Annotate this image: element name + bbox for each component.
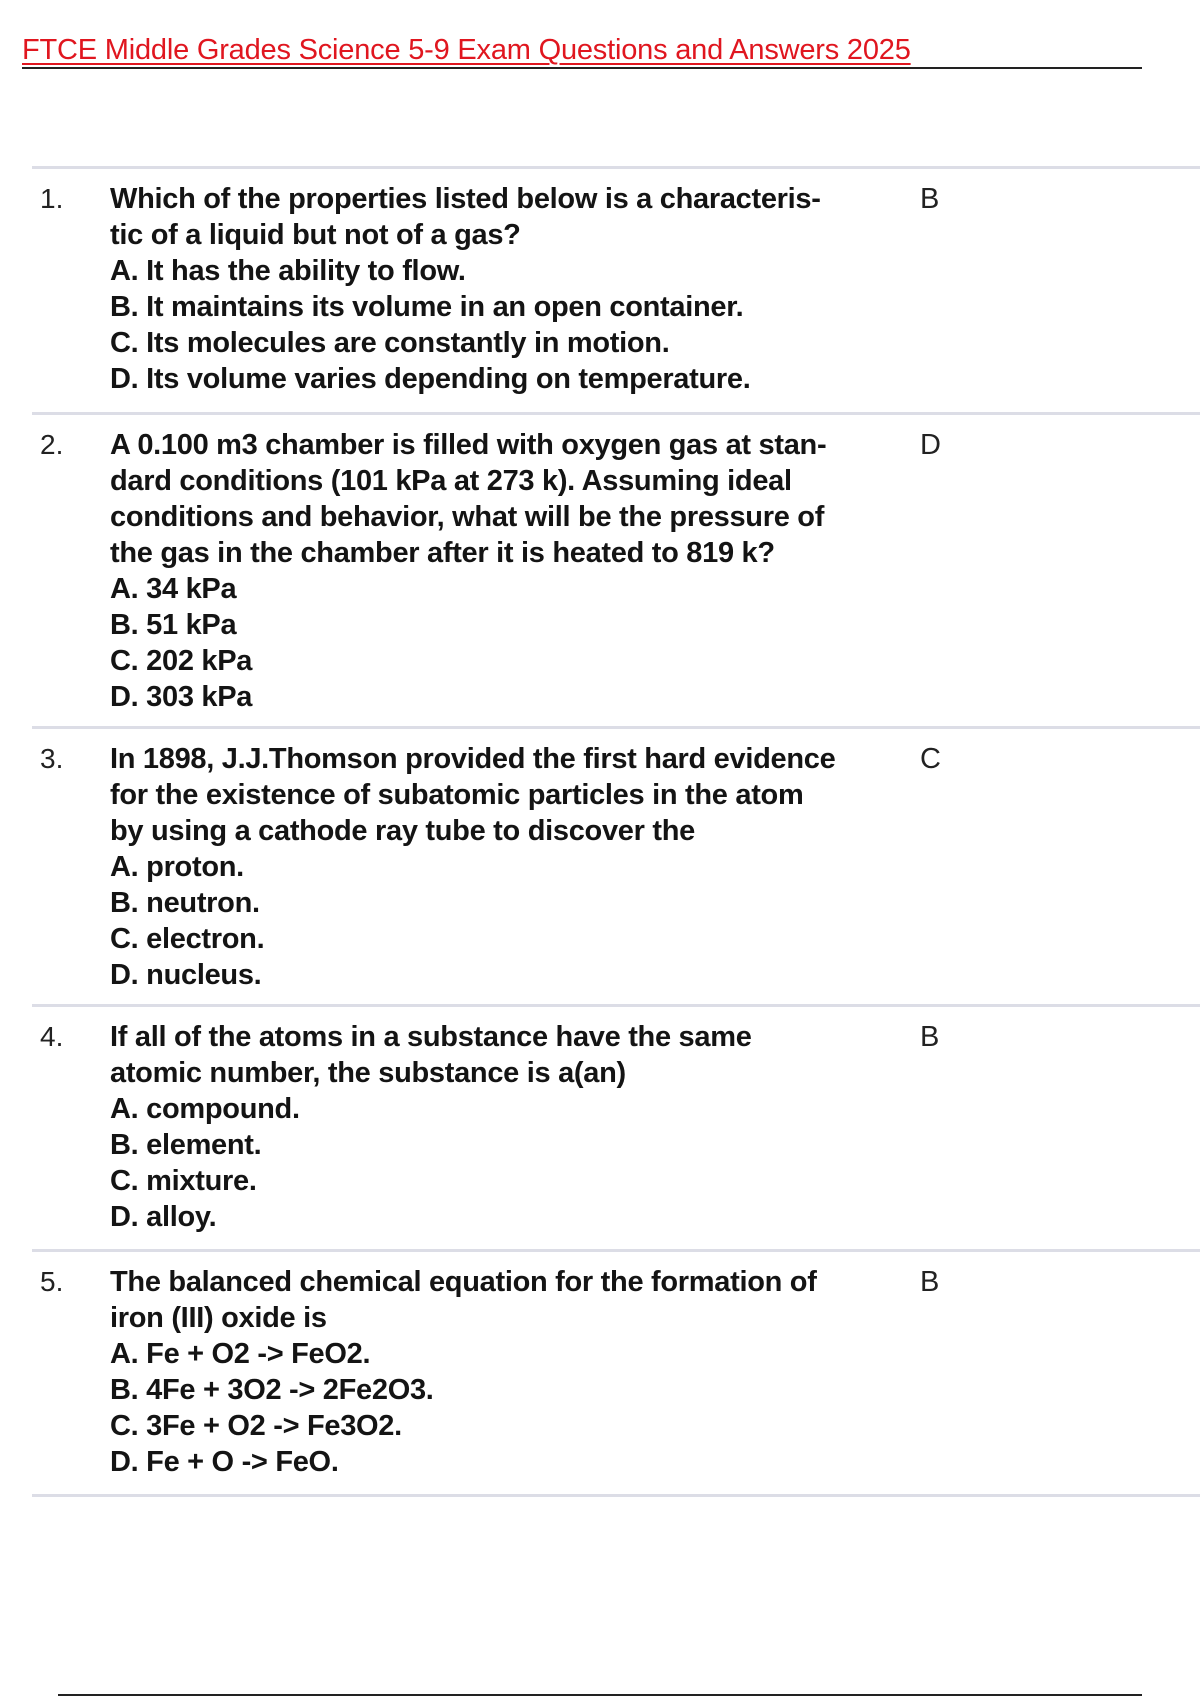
- question-row-3: [32, 726, 1200, 1004]
- answer-option-b: B. It maintains its volume in an open container.: [110, 291, 744, 323]
- question-line: conditions and behavior, what will be the pressure of: [110, 501, 825, 533]
- answer-option-d: D. Its volume varies depending on temperature.: [110, 363, 751, 395]
- question-line: Which of the properties listed below is a characteris-: [110, 183, 821, 215]
- question-line: The balanced chemical equation for the formation of: [110, 1266, 817, 1298]
- answer-option-c: C. 3Fe + O2 -> Fe3O2.: [110, 1410, 402, 1442]
- answer-option-d: D. 303 kPa: [110, 681, 253, 713]
- question-number: 4.: [40, 1021, 64, 1052]
- answer-option-b: B. element.: [110, 1129, 262, 1161]
- answer-option-a: A. 34 kPa: [110, 573, 237, 605]
- answer-option-a: A. It has the ability to flow.: [110, 255, 466, 287]
- question-text: [110, 427, 920, 715]
- question-number: 2.: [40, 429, 64, 460]
- question-answer-table: [32, 166, 1200, 1497]
- answer-option-b: B. 4Fe + 3O2 -> 2Fe2O3.: [110, 1374, 434, 1406]
- document-header: [22, 30, 1142, 70]
- answer-option-d: D. Fe + O -> FeO.: [110, 1446, 339, 1478]
- title-underline-rule: [22, 67, 1142, 69]
- question-number: 5.: [40, 1266, 64, 1297]
- answer-option-d: D. nucleus.: [110, 959, 262, 991]
- question-row-1: [32, 166, 1200, 412]
- answer-option-a: A. compound.: [110, 1093, 300, 1125]
- question-text: [110, 741, 920, 993]
- correct-answer: B: [920, 1266, 940, 1298]
- answer-option-a: A. proton.: [110, 851, 244, 883]
- question-text: [110, 1019, 920, 1235]
- answer-option-c: C. electron.: [110, 923, 265, 955]
- question-line: by using a cathode ray tube to discover the: [110, 815, 695, 847]
- question-text: [110, 181, 920, 397]
- question-number: 1.: [40, 183, 64, 214]
- answer-option-d: D. alloy.: [110, 1201, 217, 1233]
- question-line: dard conditions (101 kPa at 273 k). Assuming ideal: [110, 465, 792, 497]
- footer-rule: [58, 1694, 1142, 1696]
- document-title: FTCE Middle Grades Science 5-9 Exam Questions and Answers 2025: [22, 34, 911, 66]
- question-line: If all of the atoms in a substance have the same: [110, 1021, 752, 1053]
- question-text: [110, 1264, 920, 1480]
- correct-answer: C: [920, 743, 941, 775]
- question-line: atomic number, the substance is a(an): [110, 1057, 626, 1089]
- answer-option-b: B. neutron.: [110, 887, 260, 919]
- answer-option-c: C. 202 kPa: [110, 645, 253, 677]
- question-row-4: [32, 1004, 1200, 1249]
- answer-option-a: A. Fe + O2 -> FeO2.: [110, 1338, 371, 1370]
- question-line: iron (III) oxide is: [110, 1302, 327, 1334]
- question-line: In 1898, J.J.Thomson provided the first hard evidence: [110, 743, 836, 775]
- answer-option-b: B. 51 kPa: [110, 609, 237, 641]
- answer-option-c: C. Its molecules are constantly in motion.: [110, 327, 670, 359]
- correct-answer: D: [920, 429, 941, 461]
- question-row-2: [32, 412, 1200, 726]
- question-line: A 0.100 m3 chamber is filled with oxygen gas at stan-: [110, 429, 827, 461]
- question-line: the gas in the chamber after it is heated to 819 k?: [110, 537, 775, 569]
- question-row-5: [32, 1249, 1200, 1497]
- correct-answer: B: [920, 1021, 940, 1053]
- correct-answer: B: [920, 183, 940, 215]
- answer-option-c: C. mixture.: [110, 1165, 257, 1197]
- question-line: for the existence of subatomic particles in the atom: [110, 779, 804, 811]
- question-line: tic of a liquid but not of a gas?: [110, 219, 521, 251]
- question-number: 3.: [40, 743, 64, 774]
